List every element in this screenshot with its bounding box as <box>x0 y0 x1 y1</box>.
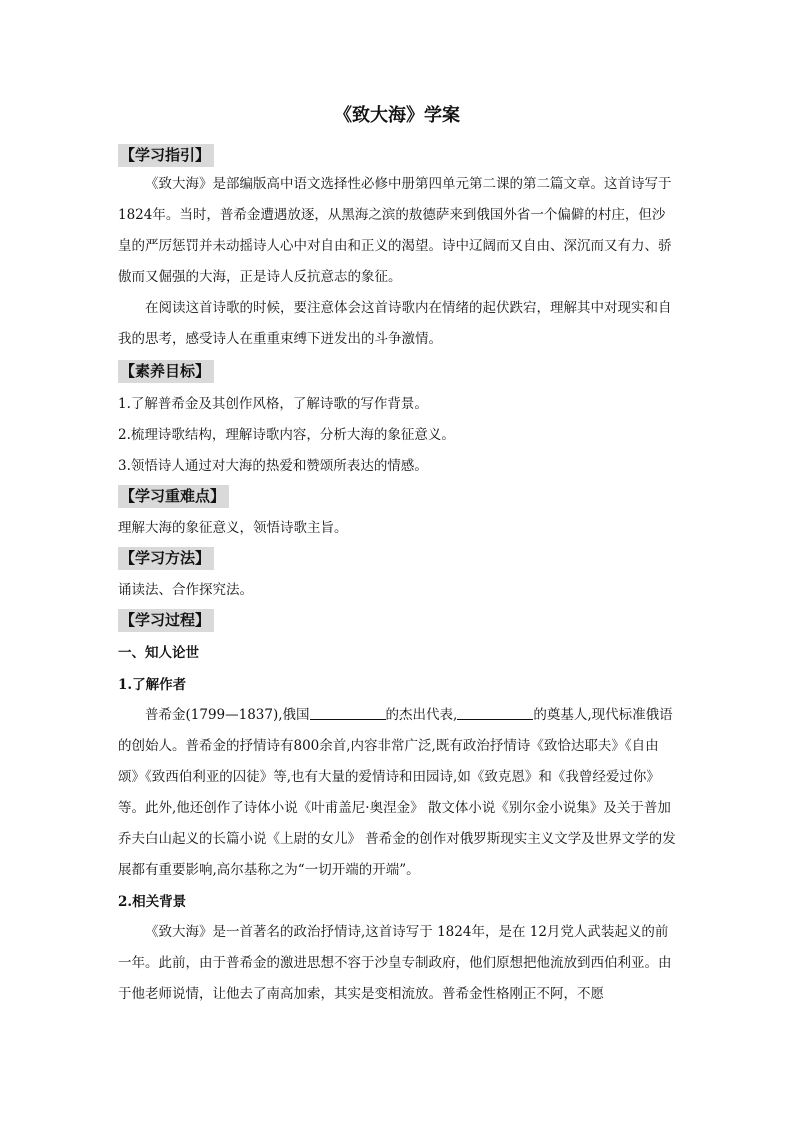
section-heading-goals: 【素养目标】 <box>118 360 214 383</box>
author-paragraph <box>118 700 678 886</box>
author-text-rest: 的奠基人,现代标准俄语的创始人。普希金的抒情诗有800余首,内容非常广泛,既有政治抒情诗《致恰达耶夫》《自由颂》《致西伯利亚的囚徒》等,也有大量的爱情诗和田园诗,如《致克恩》和《我曾经爱过你》等。此外,他还创作了诗体小说《叶甫盖尼·奥涅金》 散文体小说《别尔金小说集》及关于普加乔夫白山起义的长篇小说《上尉的女儿》 普希金的创作对俄罗斯现实主义文学及世界文学的发展都有重要影响,高尔基称之为“一切开端的开端”。 <box>118 707 676 878</box>
fill-in-blank-2[interactable] <box>457 705 533 720</box>
methods-text: 诵读法、合作探究法。 <box>118 582 253 598</box>
sub-heading-background: 2.相关背景 <box>118 894 187 910</box>
section-heading-process: 【学习过程】 <box>118 609 214 632</box>
page-title: 《致大海》学案 <box>334 105 460 126</box>
section-heading-keypoints: 【学习重难点】 <box>118 485 229 508</box>
guide-paragraph-2: 在阅读这首诗歌的时候，要注意体会这首诗歌内在情绪的起伏跌宕，理解其中对现实和自我的思考，感受诗人在重重束缚下迸发出的斗争激情。 <box>118 300 672 347</box>
guide-paragraph-1: 《致大海》是部编版高中语文选择性必修中册第四单元第二课的第二篇文章。这首诗写于 1824年。当时，普希金遭遇放逐，从黑海之滨的敖德萨来到俄国外省一个偏僻的村庄，但沙皇的严厉惩罚并未动摇诗人心中对自由和正义的渴望。诗中辽阔而又自由、深沉而又有力、骄傲而又倔强的大海，正是诗人反抗意志的象征。 <box>118 176 672 285</box>
author-text-middle: 的杰出代表, <box>385 707 458 723</box>
keypoints-text: 理解大海的象征意义，领悟诗歌主旨。 <box>118 520 348 536</box>
section-heading-guide: 【学习指引】 <box>118 144 214 167</box>
goal-item-1: 1.了解普希金及其创作风格，了解诗歌的写作背景。 <box>118 396 428 412</box>
part-heading-know-author: 一、知人论世 <box>118 645 199 661</box>
goal-item-3: 3.领悟诗人通过对大海的热爱和赞颂所表达的情感。 <box>118 458 428 474</box>
author-text-start: 普希金(1799—1837),俄国 <box>145 707 310 723</box>
background-paragraph: 《致大海》是一首著名的政治抒情诗,这首诗写于 1824年，是在 12月党人武装起义的前一年。此前，由于普希金的激进思想不容于沙皇专制政府，他们原想把他流放到西伯利亚。由于他老师说情，让他去了南高加索，其实是变相流放。普希金性格刚正不阿，不愿 <box>118 924 672 1002</box>
sub-heading-about-author: 1.了解作者 <box>118 677 187 693</box>
section-heading-methods: 【学习方法】 <box>118 547 214 570</box>
fill-in-blank-1[interactable] <box>310 705 386 720</box>
goal-item-2: 2.梳理诗歌结构，理解诗歌内容，分析大海的象征意义。 <box>118 427 455 443</box>
